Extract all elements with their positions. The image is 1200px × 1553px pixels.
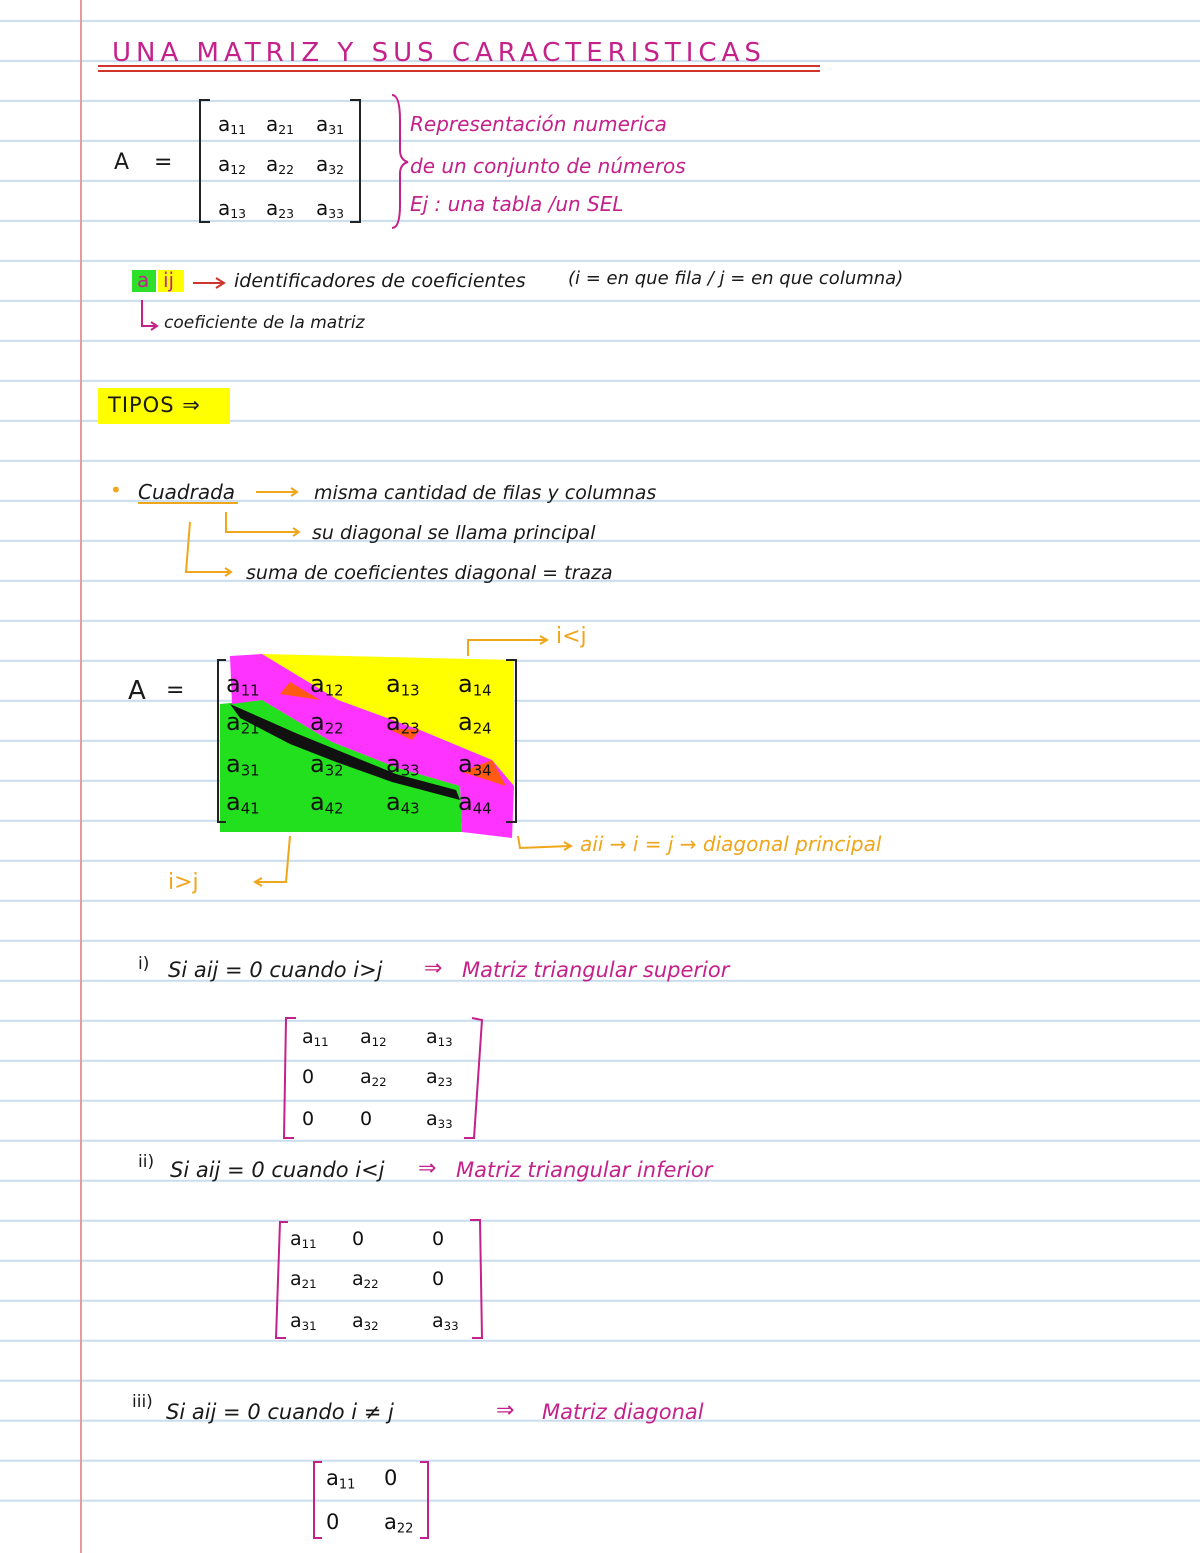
big-matrix-entry: $a_{14}$	[458, 670, 492, 700]
matrix-entry: 0	[326, 1510, 340, 1534]
matrix-entry: $a_{23}$	[426, 1066, 453, 1089]
big-matrix-entry: $a_{33}$	[386, 750, 420, 780]
intro-matrix-entry: $a_{11}$	[218, 112, 247, 138]
matrix-entry: $a_{22}$	[360, 1066, 387, 1089]
aij-coef-text: coeficiente de la matriz	[164, 313, 365, 333]
diagonal-note: aii → i = j → diagonal principal	[580, 832, 882, 856]
case-1-arrow: ⇒	[424, 956, 443, 981]
case-2-arrow: ⇒	[418, 1156, 437, 1181]
lower-note: i>j	[168, 870, 199, 895]
big-matrix-entry: $a_{12}$	[310, 670, 344, 700]
case-1-text: Si aij = 0 cuando i>j	[168, 958, 383, 982]
big-matrix-entry: $a_{44}$	[458, 788, 492, 818]
aij-identifiers-text: identificadores de coeficientes	[234, 270, 526, 292]
intro-matrix-entry: $a_{12}$	[218, 152, 247, 178]
aij-a: a	[137, 268, 150, 292]
matrix-entry: 0	[432, 1268, 445, 1290]
matrix-entry: $a_{33}$	[426, 1108, 453, 1131]
cuadrada-label: Cuadrada	[138, 480, 236, 504]
page-title: UNA MATRIZ Y SUS CARACTERISTICAS	[112, 38, 766, 68]
matrix-entry: $a_{32}$	[352, 1310, 379, 1333]
case-3-text: Si aij = 0 cuando i ≠ j	[166, 1400, 394, 1424]
matrix-entry: $a_{12}$	[360, 1026, 387, 1049]
big-matrix-entry: $a_{43}$	[386, 788, 420, 818]
big-matrix-entry: $a_{41}$	[226, 788, 260, 818]
big-matrix-equals: =	[166, 678, 185, 703]
aij-paren-text: (i = en que fila / j = en que columna)	[568, 268, 904, 289]
big-matrix-entry: $a_{31}$	[226, 750, 260, 780]
matrix-entry: $a_{22}$	[352, 1268, 379, 1291]
intro-desc-1: Representación numerica	[410, 112, 667, 136]
matrix-entry: $a_{33}$	[432, 1310, 459, 1333]
aij-ij: ij	[163, 268, 175, 292]
matrix-entry: $a_{11}$	[326, 1466, 356, 1493]
intro-matrix-entry: $a_{32}$	[316, 152, 345, 178]
matrix-entry: 0	[360, 1108, 373, 1130]
intro-matrix-label: A	[114, 150, 130, 175]
big-matrix-entry: $a_{11}$	[226, 670, 260, 700]
matrix-entry: 0	[302, 1066, 315, 1088]
matrix-entry: 0	[352, 1228, 365, 1250]
matrix-entry: 0	[302, 1108, 315, 1130]
case-2-result: Matriz triangular inferior	[456, 1158, 713, 1182]
intro-matrix-entry: $a_{33}$	[316, 196, 345, 222]
tipos-label: TIPOS ⇒	[108, 393, 201, 417]
cuadrada-line-2: su diagonal se llama principal	[312, 522, 596, 544]
matrix-entry: $a_{13}$	[426, 1026, 453, 1049]
cuadrada-line-3: suma de coeficientes diagonal = traza	[246, 562, 613, 584]
big-matrix-entry: $a_{24}$	[458, 708, 492, 738]
matrix-entry: 0	[384, 1466, 398, 1490]
case-1-marker: i)	[138, 954, 150, 974]
big-matrix-entry: $a_{32}$	[310, 750, 344, 780]
intro-matrix-entry: $a_{13}$	[218, 196, 247, 222]
intro-desc-2: de un conjunto de números	[410, 154, 686, 178]
matrix-entry: $a_{11}$	[302, 1026, 329, 1049]
big-matrix-entry: $a_{13}$	[386, 670, 420, 700]
matrix-entry: $a_{11}$	[290, 1228, 317, 1251]
big-matrix-entry: $a_{22}$	[310, 708, 344, 738]
matrix-entry: $a_{31}$	[290, 1310, 317, 1333]
case-3-arrow: ⇒	[496, 1398, 515, 1423]
big-matrix-label: A	[128, 676, 146, 706]
matrix-entry: $a_{21}$	[290, 1268, 317, 1291]
case-1-result: Matriz triangular superior	[462, 958, 730, 982]
big-matrix-entry: $a_{21}$	[226, 708, 260, 738]
big-matrix-entry: $a_{23}$	[386, 708, 420, 738]
intro-matrix-entry: $a_{31}$	[316, 112, 345, 138]
intro-matrix-entry: $a_{22}$	[266, 152, 295, 178]
intro-matrix-entry: $a_{21}$	[266, 112, 295, 138]
big-matrix-entry: $a_{42}$	[310, 788, 344, 818]
intro-matrix-entry: $a_{23}$	[266, 196, 295, 222]
cuadrada-bullet: •	[110, 478, 122, 502]
intro-desc-3: Ej : una tabla /un SEL	[410, 192, 624, 216]
matrix-entry: $a_{22}$	[384, 1510, 414, 1537]
case-3-result: Matriz diagonal	[542, 1400, 704, 1424]
matrix-entry: 0	[432, 1228, 445, 1250]
intro-equals: =	[154, 150, 173, 175]
case-2-text: Si aij = 0 cuando i<j	[170, 1158, 385, 1182]
case-2-marker: ii)	[138, 1152, 155, 1172]
upper-note: i<j	[556, 624, 587, 649]
case-3-marker: iii)	[132, 1392, 153, 1412]
big-matrix-entry: $a_{34}$	[458, 750, 492, 780]
cuadrada-line-1: misma cantidad de filas y columnas	[314, 482, 657, 504]
